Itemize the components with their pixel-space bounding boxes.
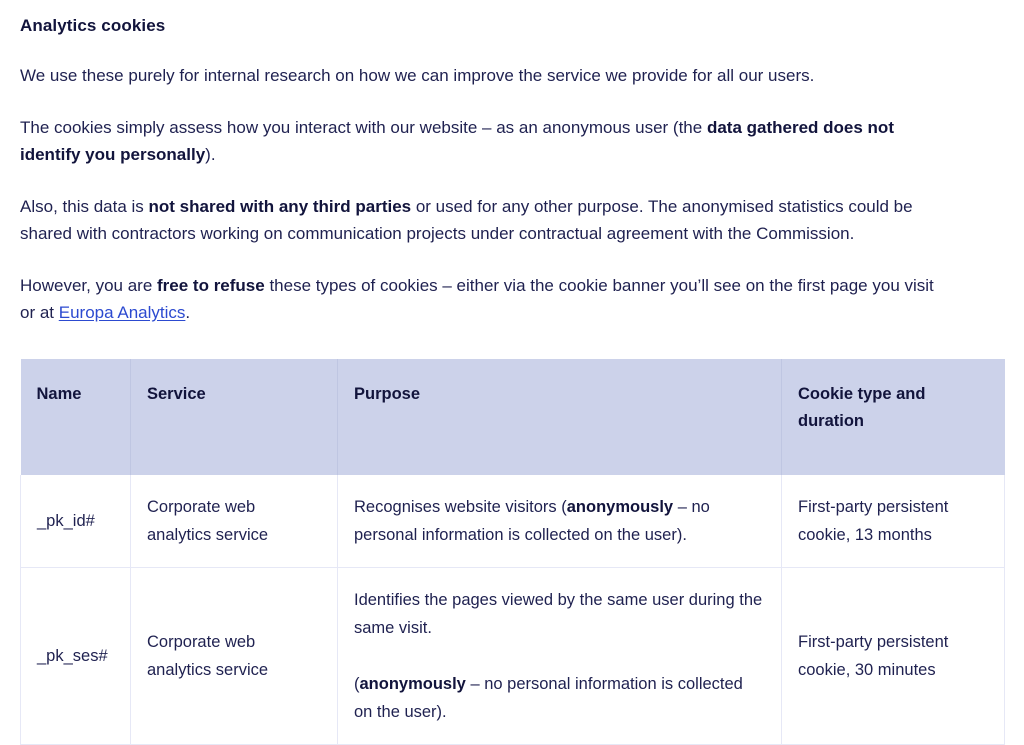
text-run: Recognises website visitors ( [354, 497, 567, 516]
cell-service: Corporate web analytics service [131, 567, 338, 744]
purpose-paragraph [354, 670, 765, 726]
purpose-paragraph [354, 586, 765, 642]
table-row [21, 475, 1005, 568]
text-run: We use these purely for internal research on how we can improve the service we provide for all our users. [20, 66, 815, 85]
intro-paragraphs [20, 38, 1004, 327]
page-title: Analytics cookies [20, 16, 166, 35]
cell-purpose [338, 475, 782, 568]
text-run: ( [354, 674, 360, 693]
cell-cookie-name: _pk_ses# [21, 567, 131, 744]
text-run: ). [205, 145, 216, 164]
europa-analytics-link[interactable]: Europa Analytics [58, 303, 186, 322]
cookie-table-container [20, 327, 1004, 745]
paragraph-p3 [20, 169, 945, 248]
purpose-paragraph [354, 493, 765, 549]
paragraph-p4 [20, 248, 945, 327]
text-run: – no personal information is collected on the user). [354, 674, 743, 721]
table-row [21, 567, 1005, 744]
text-run: The cookies simply assess how you interact with our website – as an anonymous user (the [20, 117, 707, 137]
emphasis-text: not shared with any third parties [148, 196, 412, 216]
column-header-cookie-type-and-duration: Cookie type and duration [782, 359, 1005, 475]
table-header-row [21, 359, 1005, 475]
cell-cookie-type-duration: First-party persistent cookie, 13 months [782, 475, 1005, 568]
text-run: Also, this data is [20, 196, 149, 216]
emphasis-text: anonymously [359, 674, 466, 693]
cell-service: Corporate web analytics service [131, 475, 338, 568]
text-run: . [185, 303, 191, 322]
text-run: Identifies the pages viewed by the same user during the same visit. [354, 590, 763, 637]
cell-cookie-type-duration: First-party persistent cookie, 30 minutes [782, 567, 1005, 744]
column-header-purpose: Purpose [338, 359, 782, 475]
text-run: or used for any other purpose. The anonymised statistics could be shared with contractors working on communication projects under contractual agreement with the Commission. [20, 196, 913, 243]
paragraph-p2 [20, 90, 945, 169]
emphasis-text: free to refuse [157, 275, 265, 295]
table-header [21, 359, 1005, 475]
emphasis-text: data gathered does not identify you personally [20, 117, 894, 164]
text-run: However, you are [20, 275, 158, 295]
cell-cookie-name: _pk_id# [21, 475, 131, 568]
table-body [21, 475, 1005, 745]
paragraph-p1 [20, 38, 945, 90]
analytics-cookies-table [20, 359, 1005, 745]
cell-purpose [338, 567, 782, 744]
text-run: – no personal information is collected on the user). [354, 497, 710, 544]
column-header-name: Name [21, 359, 131, 475]
emphasis-text: anonymously [566, 497, 674, 516]
column-header-service: Service [131, 359, 338, 475]
text-run: these types of cookies – either via the cookie banner you’ll see on the first page you visit or at [20, 275, 934, 322]
